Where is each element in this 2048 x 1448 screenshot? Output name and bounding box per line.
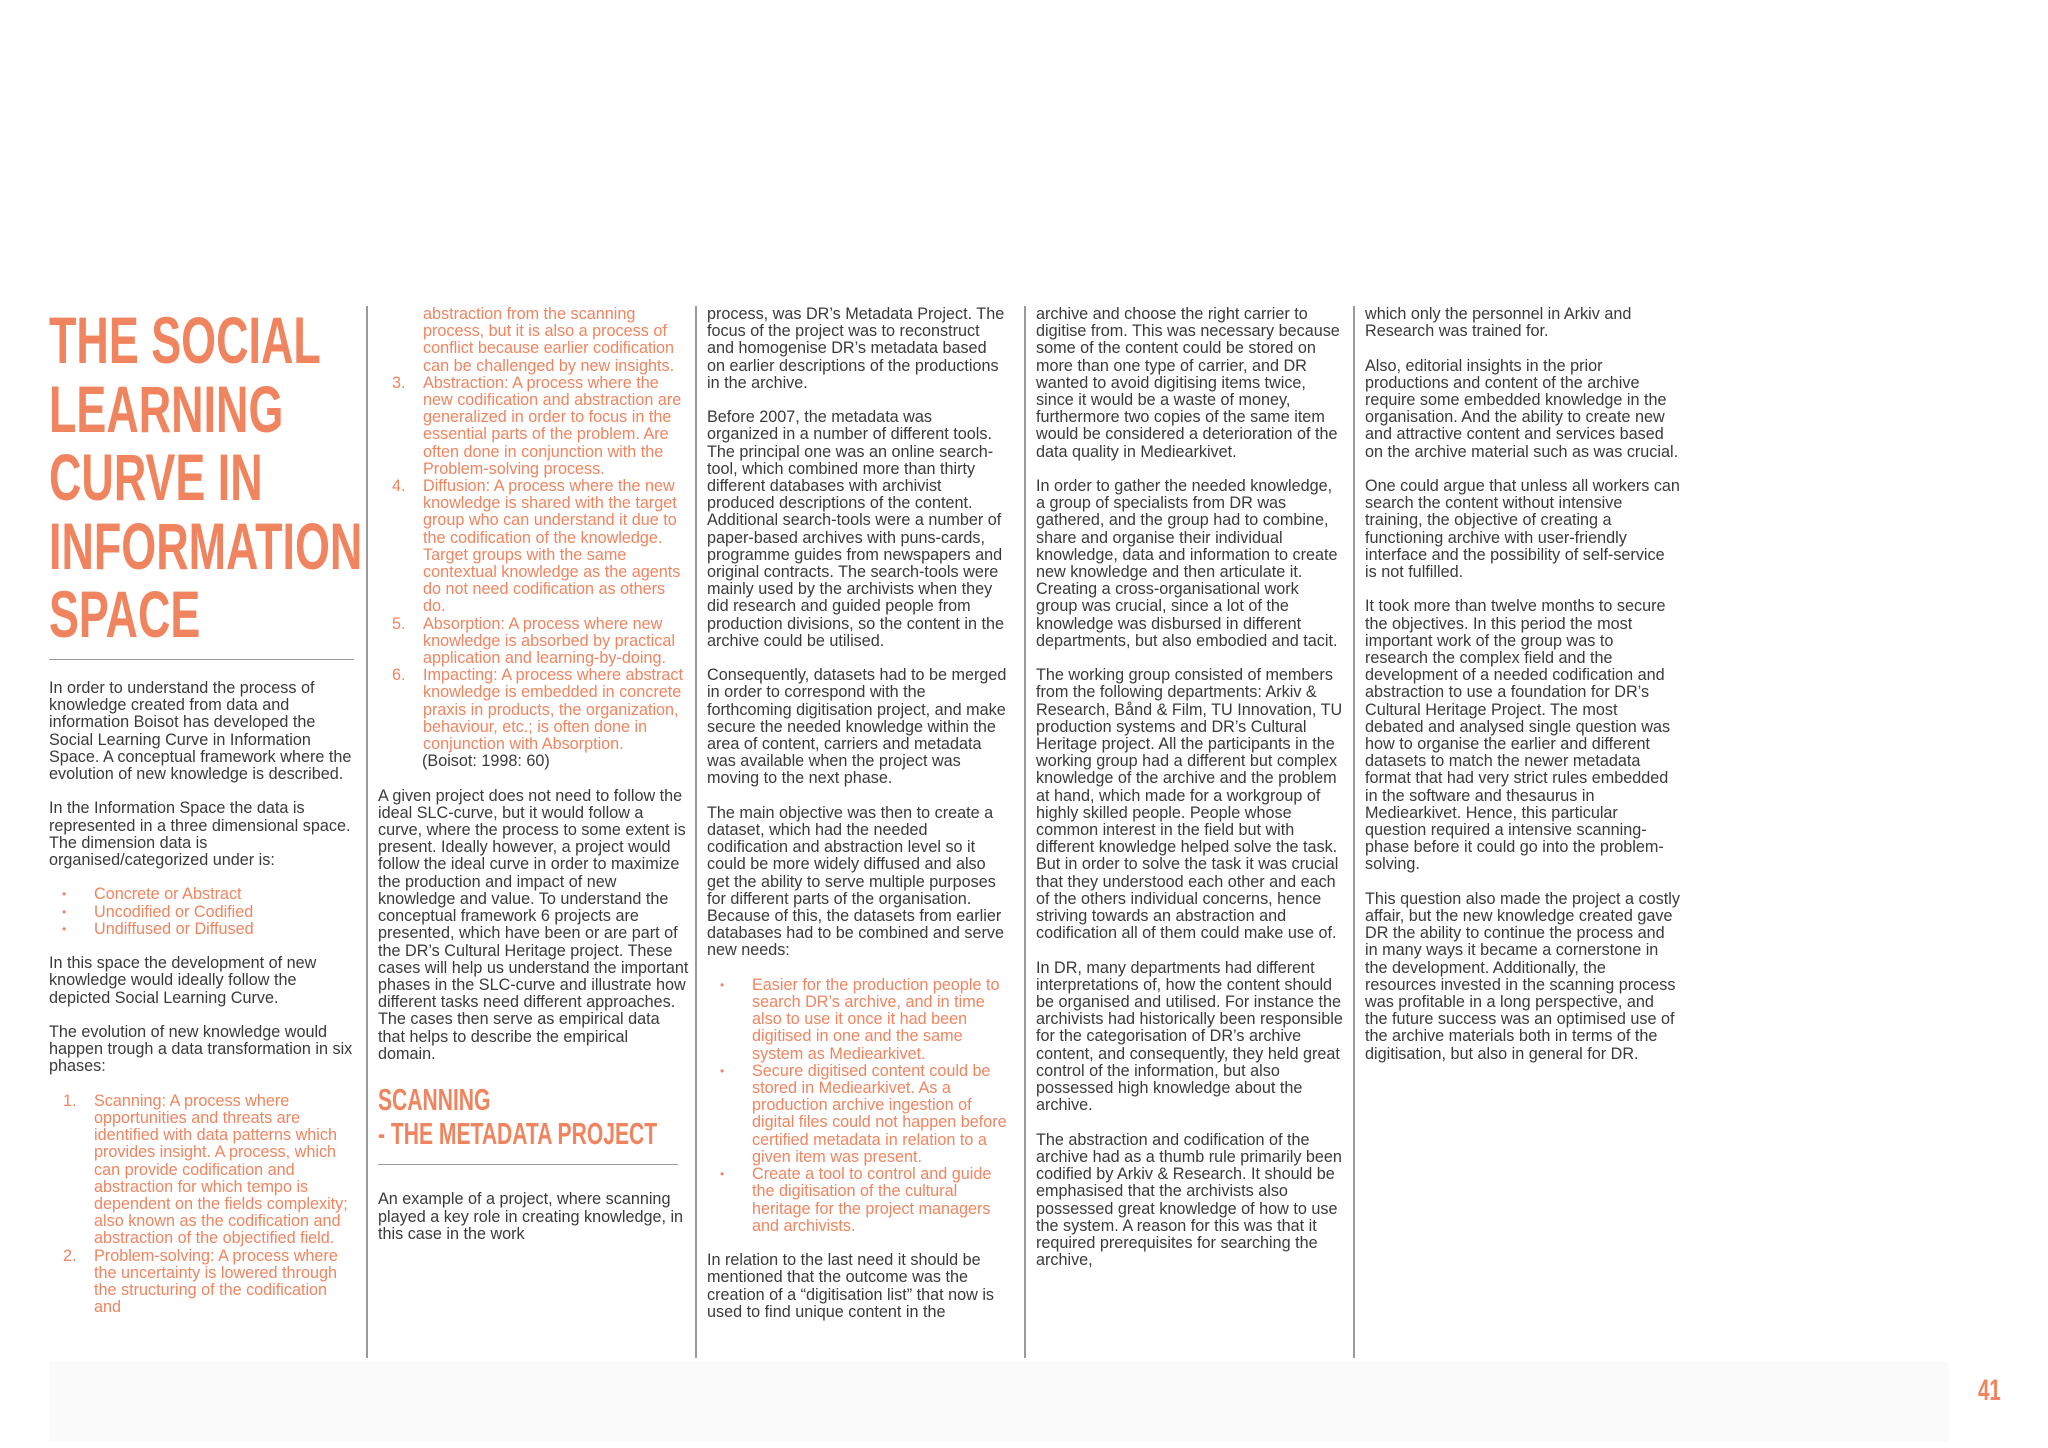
phase-list-continued bbox=[378, 306, 690, 753]
section-divider bbox=[378, 1164, 678, 1166]
list-item: • Concrete or Abstract bbox=[49, 886, 354, 903]
title-line: THE SOCIAL bbox=[49, 303, 321, 377]
bottom-shading bbox=[49, 1362, 1949, 1442]
citation: (Boisot: 1998: 60) bbox=[422, 752, 550, 771]
title-line: CURVE IN bbox=[49, 440, 263, 514]
list-item: • Easier for the production people to search DR’s archive, and in time also to use it once it had been digitised in one and the same system as Mediearkivet. bbox=[707, 977, 1007, 1063]
column-4 bbox=[1036, 306, 1343, 1269]
title-divider bbox=[49, 659, 354, 661]
paragraph: In order to gather the needed knowledge, a group of specialists from DR was gathered, and the group had to combine, share and organise their individual knowledge, data and information to create new knowledge and then articulate it. Creating a cross-organisational work group was crucial, since a lot of the knowledge was disbursed in different departments, but also embodied and tacit. bbox=[1036, 477, 1338, 650]
list-item: 5. Absorption: A process where new knowledge is absorbed by practical application and learning-by-doing. bbox=[392, 614, 675, 668]
list-item: • Create a tool to control and guide the digitisation of the cultural heritage for the project managers and archivists. bbox=[707, 1166, 1007, 1235]
list-item: • Secure digitised content could be stored in Mediearkivet. As a production archive ingestion of digital files could not happen before certified metadata in relation to a given item was present. bbox=[707, 1063, 1007, 1166]
paragraph: Consequently, datasets had to be merged in order to correspond with the forthcoming digitisation project, and make secure the needed knowledge within the area of content, carriers and metadata was available when the project was moving to the next phase. bbox=[707, 666, 1007, 788]
paragraph: The evolution of new knowledge would happen trough a data transformation in six phases: bbox=[49, 1023, 353, 1076]
list-item: 3. Abstraction: A process where the new codification and abstraction are generalized in order to focus in the essential parts of the problem. Are often done in conjunction with the Problem-solving process. bbox=[392, 373, 682, 478]
paragraph: This question also made the project a costly affair, but the new knowledge created gave DR the ability to continue the process and in many ways it became a cornerstone in the development. Additionally, the resources invested in the scanning process was profitable in a long perspective, and the future success was an optimised use of the archive materials both in terms of the digitisation, but also in general for DR. bbox=[1365, 889, 1680, 1063]
paragraph: An example of a project, where scanning played a key role in creating knowledge, in this case in the work bbox=[378, 1190, 684, 1243]
list-item-text: abstraction from the scanning process, but it is also a process of conflict because earlier codification can be challenged by new insights. bbox=[423, 305, 675, 375]
column-divider bbox=[1353, 306, 1355, 1358]
paragraph: One could argue that unless all workers can search the content without intensive training, the objective of creating a functioning archive with user-friendly interface and the possibility of self-service is not fulfilled. bbox=[1365, 477, 1680, 582]
paragraph: In DR, many departments had different interpretations of, how the content should be organised and utilised. For instance the archivists had historically been responsible for the categorisation of DR’s archive content, and consequently, they held great control of the information, but also possessed high knowledge about the archive. bbox=[1036, 958, 1343, 1115]
paragraph: Also, editorial insights in the prior productions and content of the archive require some embedded knowledge in the organisation. And the ability to create new and attractive content and services based on the archive material such as was crucial. bbox=[1365, 356, 1679, 461]
list-item: 4. Diffusion: A process where the new knowledge is shared with the target group who can understand it due to the codification of the knowledge. Target groups with the same contextual knowledge as the agents do not need codification as others do. bbox=[392, 477, 681, 616]
title-line: INFORMATION bbox=[49, 508, 363, 583]
section-heading bbox=[378, 1083, 691, 1152]
list-item: 2. Problem-solving: A process where the uncertainty is lowered through the structuring of the codification and bbox=[63, 1246, 338, 1317]
dimension-list bbox=[49, 886, 354, 938]
phase-list bbox=[49, 1093, 354, 1317]
title-line: SPACE bbox=[49, 577, 201, 651]
column-divider bbox=[1024, 306, 1026, 1358]
paragraph: Before 2007, the metadata was organized in a number of different tools. The principal one was an online search-tool, which combined more than thirty different databases with archivist produced descriptions of the content. Additional search-tools were a number of paper-based archives with puns-cards, programme guides from newspapers and original contracts. The search-tools were mainly used by the archivists when they did research and guided people from production divisions, so the content in the archive could be utilised. bbox=[707, 408, 1004, 650]
list-item-text: Absorption: A process where new knowledge is absorbed by practical application and learning-by-doing. bbox=[423, 614, 675, 668]
paragraph: The main objective was then to create a dataset, which had the needed codification and abstraction level so it could be more widely diffused and also get the ability to serve multiple purposes for different parts of the organisation. Because of this, the datasets from earlier databases had to be combined and serve new needs: bbox=[707, 803, 1004, 960]
column-1 bbox=[49, 303, 363, 1317]
title-line: LEARNING bbox=[49, 371, 284, 446]
paragraph: The working group consisted of members from the following departments: Arkiv & Research, Bånd & Film, TU Innovation, TU production systems and DR’s Cultural Heritage project. All the participants in the working group had a different but complex knowledge of the archive and the problem at hand, which made for a workgroup of highly skilled people. People whose common interest in the field but with different knowledge helped solve the task. But in order to solve the task it was crucial that they understood each other and each of the others individual concerns, hence striving towards an abstraction and codification all of them could make use of. bbox=[1036, 666, 1343, 943]
column-3 bbox=[707, 306, 1007, 1321]
list-item bbox=[378, 306, 690, 375]
column-2 bbox=[378, 306, 690, 1243]
page-number: 41 bbox=[1978, 1374, 2001, 1407]
list-item-text: Scanning: A process where opportunities and threats are identified with data patterns which provides insight. A process, which can provide codification and abstraction for which tempo is dependent on the fields complexity; also known as the codification and abstraction of the objectified field. bbox=[94, 1091, 348, 1248]
paragraph: In this space the development of new knowledge would ideally follow the depicted Social Learning Curve. bbox=[49, 954, 317, 1007]
list-item: 6. Impacting: A process where abstract knowledge is embedded in concrete praxis in products, the organization, behaviour, etc.; is often done in conjunction with Absorption. bbox=[392, 666, 684, 754]
list-item-text: Impacting: A process where abstract knowledge is embedded in concrete praxis in products, the organization, behaviour, etc.; is often done in conjunction with Absorption. bbox=[423, 666, 684, 754]
paragraph: It took more than twelve months to secure the objectives. In this period the most important work of the group was to research the complex field and the development of a needed codification and abstraction to use a foundation for DR’s Cultural Heritage Project. The most debated and analysed single question was how to organise the earlier and different datasets to match the newer metadata format that had very strict rules embedded in the software and thesaurus in Mediearkivet. Hence, this particular question required a intensive scanning-phase before it could go into the problem-solving. bbox=[1365, 597, 1671, 874]
paragraph: which only the personnel in Arkiv and Research was trained for. bbox=[1365, 305, 1632, 341]
paragraph: archive and choose the right carrier to digitise from. This was necessary because some of the content could be stored on more than one type of carrier, and DR wanted to avoid digitising items twice, since it would be a waste of money, furthermore two copies of the same item would be considered a deterioration of the data quality in Mediearkivet. bbox=[1036, 305, 1340, 461]
paragraph: process, was DR’s Metadata Project. The focus of the project was to reconstruct and homogenise DR’s metadata based on earlier descriptions of the productions in the archive. bbox=[707, 305, 1005, 392]
needs-list bbox=[707, 977, 1007, 1235]
list-item-text: Abstraction: A process where the new codification and abstraction are generalized in order to focus in the essential parts of the problem. Are often done in conjunction with the Problem-solving process. bbox=[423, 373, 682, 478]
list-item: • Undiffused or Diffused bbox=[49, 921, 354, 938]
section-heading-line: SCANNING bbox=[378, 1081, 491, 1117]
paragraph: In relation to the last need it should be mentioned that the outcome was the creation of a “digitisation list” that now is used to find unique content in the bbox=[707, 1251, 995, 1321]
section-heading-line: - THE METADATA PROJECT bbox=[378, 1116, 658, 1152]
paragraph: In the Information Space the data is represented in a three dimensional space. The dimension data is organised/categorized under is: bbox=[49, 799, 351, 870]
paragraph: A given project does not need to follow the ideal SLC-curve, but it would follow a curve, where the process to some extent is present. Ideally however, a project would follow the ideal curve in order to maximize the production and impact of new knowledge and value. To understand the conceptual framework 6 projects are presented, which have been or are part of the DR’s Cultural Heritage project. These cases will help us understand the important phases in the SLC-curve and illustrate how different tasks need different approaches. The cases then serve as empirical data that helps to describe the empirical domain. bbox=[378, 786, 689, 1063]
list-item-text: Diffusion: A process where the new knowledge is shared with the target group who can understand it due to the codification of the knowledge. Target groups with the same contextual knowledge as the agents do not need codification as others do. bbox=[423, 477, 681, 616]
column-divider bbox=[695, 306, 697, 1358]
list-item: • Uncodified or Codified bbox=[49, 904, 354, 921]
paragraph: The abstraction and codification of the archive had as a thumb rule primarily been codified by Arkiv & Research. It should be emphasised that the archivists also possessed great knowledge of how to use the system. A reason for this was that it required prerequisites for searching the archive, bbox=[1036, 1130, 1342, 1270]
column-divider bbox=[366, 306, 368, 1358]
list-item: 1. Scanning: A process where opportunities and threats are identified with data patterns which provides insight. A process, which can provide codification and abstraction for which tempo is dependent on the fields complexity; also known as the codification and abstraction of the objectified field. bbox=[63, 1091, 348, 1248]
page-title bbox=[49, 303, 363, 651]
list-item-text: Problem-solving: A process where the uncertainty is lowered through the structuring of the codification and bbox=[94, 1246, 338, 1317]
paragraph: In order to understand the process of knowledge created from data and information Boisot has developed the Social Learning Curve in Information Space. A conceptual framework where the evolution of new knowledge is described. bbox=[49, 679, 352, 784]
column-5 bbox=[1365, 306, 1680, 1063]
